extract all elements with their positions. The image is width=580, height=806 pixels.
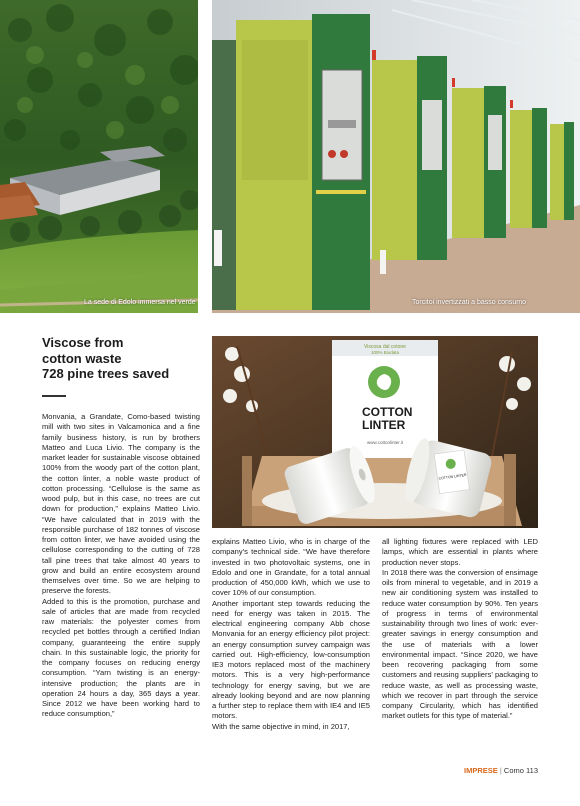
- col2-paragraph-2: Another important step towards reducing the need for energy was taken in 2015. The electrical engineering company Abb chose Monvania for an energy efficiency pilot project: an energy consumption survey campaign was carried out. High-efficiency, low-consumption IE3 motors replaced most of the machinery motors. This is a very high-performance technology for energy saving, but we are already looking beyond and are now planning a further step to replace them with IE4 and IE5 motors.: [212, 598, 370, 721]
- photo-edolo-site: [0, 0, 198, 313]
- footer-section: IMPRESE: [464, 766, 498, 775]
- twisting-machines-image: [212, 0, 580, 313]
- page-footer: [464, 766, 538, 775]
- caption-twisting-machines: Torcitoi invertizzati a basso consumo: [412, 299, 526, 306]
- title-divider: [42, 395, 66, 397]
- footer-page-number: 113: [526, 766, 538, 775]
- footer-location: Como: [503, 766, 524, 775]
- sign-brand-top: COTTON: [362, 405, 413, 419]
- title-line-2: cotton waste: [42, 350, 122, 366]
- footer-separator: |: [499, 766, 502, 775]
- col1-paragraph-1: Monvania, a Grandate, Como-based twisting mill with two sites in Valcamonica and a fine family business history, is run by brothers Matteo and Luca Livio. The company is the market leader for sustainable viscose obtained 100% from the woody part of the cotton plant, the cotton linter, a noble waste product of cotton processing. “Cellulose is the same as wood pulp, but in this case, no trees are cut down for production,” explains Matteo Livio. “We have calculated that in 2019 with the responsible purchase of 182 tonnes of viscose from cotton linter, we have avoided using the cellulose corresponding to the cutting of 728 tall pine trees that take almost 40 years to grow and build an entire ecosystem around themselves over time. So we are helping to preserve the forests.: [42, 412, 200, 596]
- edolo-aerial-image: [0, 0, 198, 313]
- tag-text: COTTON LINTER: [438, 472, 467, 481]
- cotton-linter-image: [212, 336, 538, 528]
- caption-edolo: La sede di Edolo immersa nel verde: [84, 299, 196, 306]
- sign-line-1: Viscosa dal cotone: [364, 344, 406, 350]
- title-line-1: Viscose from: [42, 335, 124, 350]
- photo-cotton-linter-product: [212, 336, 538, 528]
- sign-url: www.cottonlinter.it: [366, 440, 404, 445]
- article-column-3: [382, 537, 538, 722]
- col2-paragraph-1: explains Matteo Livio, who is in charge of the company’s technical side. “We have therefore invested in two photovoltaic systems, one in Edolo and one in Grandate, for a total annual production of 450,000 kWh, which we use to cover 10% of our consumption.: [212, 537, 370, 598]
- sign-line-2: 100% Biodata: [370, 350, 400, 355]
- col1-paragraph-2: Added to this is the promotion, purchase and sale of articles that are made from recycled raw materials: the polyester comes from recycled pet bottles through a certified Indian company, guaranteeing the entire supply chain. In this sustainable logic, the priority for the company focuses on reducing energy consumption. “Yarn twisting is an energy-intensive production; the plants are in operation 24 hours a day, 365 days a year. Since 2012 we have been working hard to reduce consumption,”: [42, 596, 200, 719]
- title-line-3: 728 pine trees saved: [42, 366, 170, 381]
- photo-twisting-machines: [212, 0, 580, 313]
- article-column-2: [212, 537, 370, 732]
- article-title: [42, 335, 212, 382]
- col3-paragraph-2: In 2018 there was the conversion of ensimage oils from mineral to vegetable, and in 2019 a new air conditioning system was installed to reduce water consumption by 90%. Ten years of progress in terms of environmental sustainability through two lines of work: ever-greater savings in energy consumption and the use of materials with a lower environmental impact. “Since 2020, we have been recovering packaging from some customers and reusing suppliers’ packaging to reduce waste, as well as processing waste, which we recover in part through the service company Circularity, which has identified market outlets for this type of material.”: [382, 567, 538, 721]
- col2-paragraph-3: With the same objective in mind, in 2017,: [212, 721, 350, 731]
- col3-paragraph-1: all lighting fixtures were replaced with LED lamps, which are essential in plants where production never stops.: [382, 537, 538, 567]
- sign-brand-bottom: LINTER: [362, 418, 406, 432]
- article-column-1: [42, 412, 200, 720]
